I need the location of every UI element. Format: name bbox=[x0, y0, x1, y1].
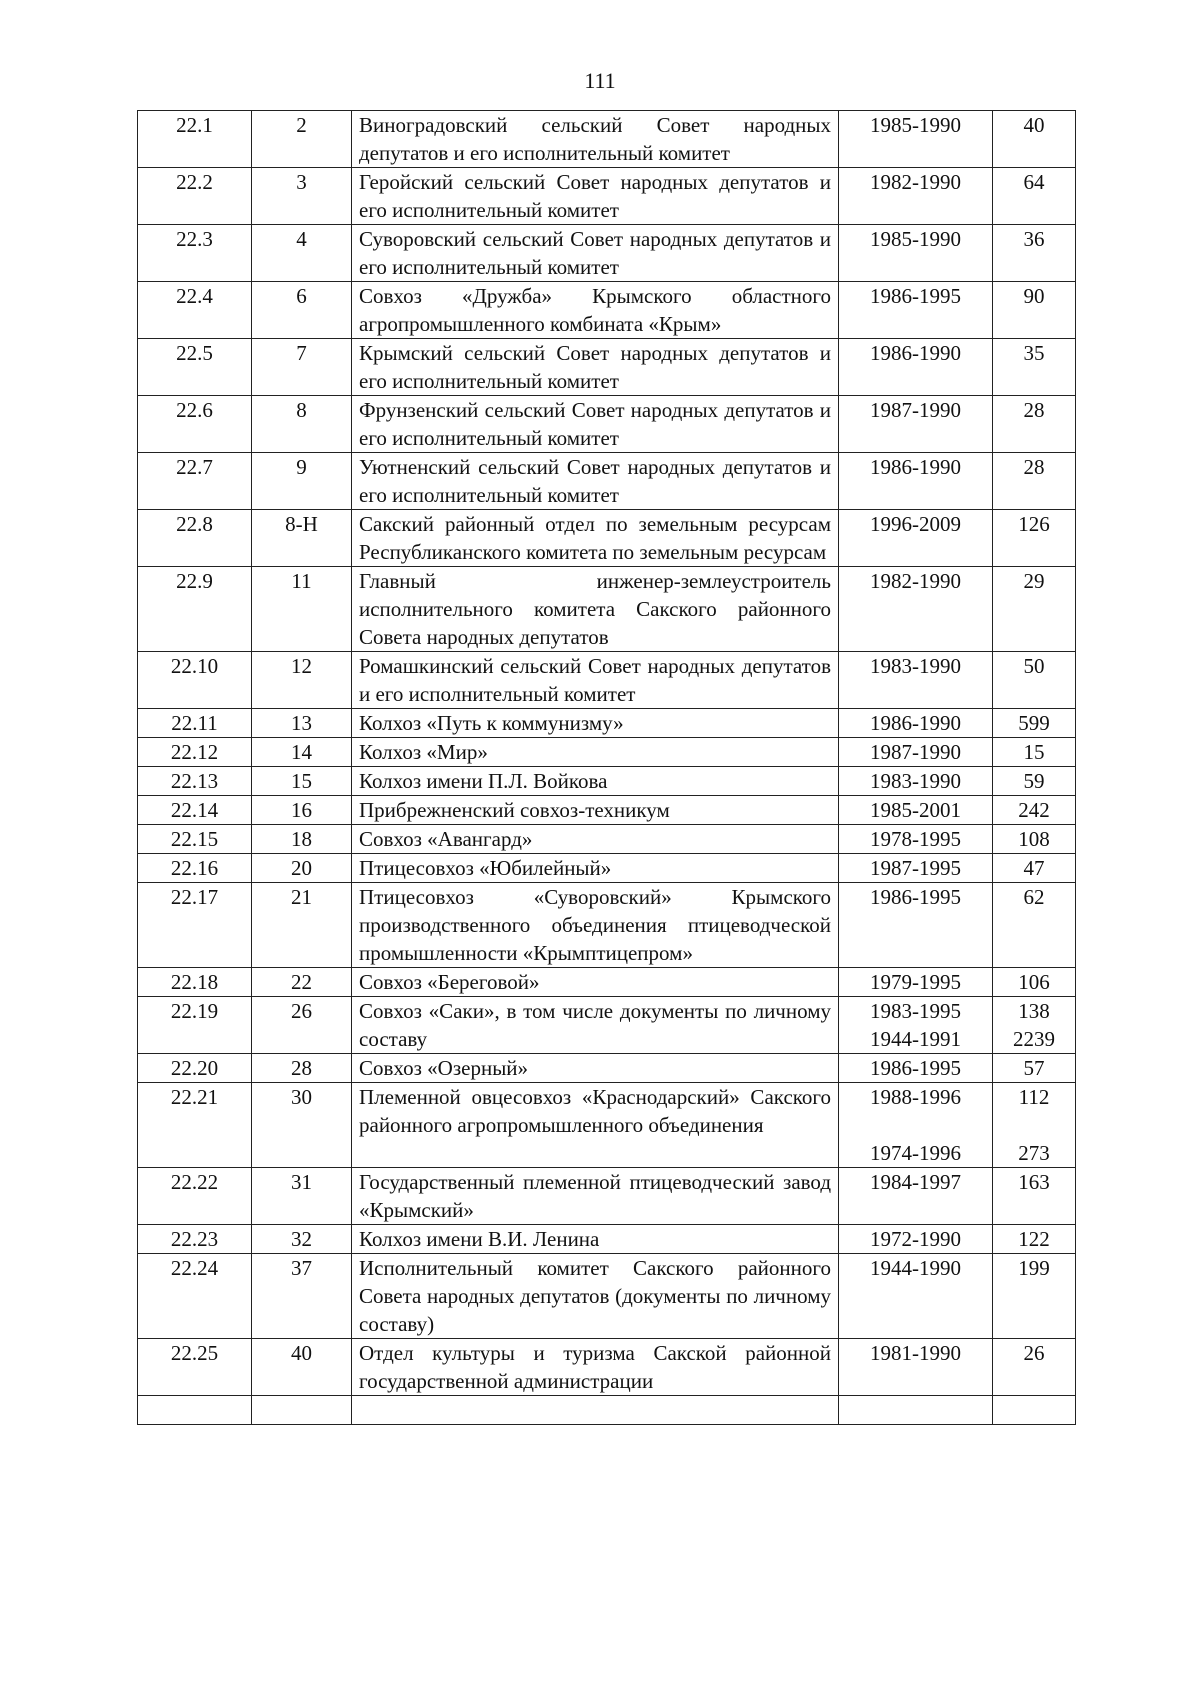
count-cell bbox=[993, 339, 1076, 396]
years-cell bbox=[839, 767, 993, 796]
count-cell bbox=[993, 1168, 1076, 1225]
fund-name-cell: Совхоз «Береговой» bbox=[352, 968, 839, 997]
years-value: 1972-1990 bbox=[870, 1227, 961, 1251]
row-index-cell: 22.15 bbox=[138, 825, 252, 854]
count-value: 64 bbox=[1023, 170, 1045, 194]
years-value bbox=[846, 1111, 985, 1139]
years-value: 1978-1995 bbox=[870, 827, 961, 851]
table-row bbox=[138, 567, 1076, 652]
years-cell bbox=[839, 968, 993, 997]
row-index-cell: 22.8 bbox=[138, 510, 252, 567]
fund-name-cell: Колхоз имени В.И. Ленина bbox=[352, 1225, 839, 1254]
count-value: 599 bbox=[1018, 711, 1050, 735]
years-cell bbox=[839, 339, 993, 396]
table-row bbox=[138, 738, 1076, 767]
years-cell bbox=[839, 282, 993, 339]
years-value: 1987-1990 bbox=[870, 740, 961, 764]
years-cell bbox=[839, 825, 993, 854]
years-cell bbox=[839, 883, 993, 968]
fund-number-cell: 22 bbox=[252, 968, 352, 997]
years-value: 1986-1995 bbox=[870, 885, 961, 909]
count-value: 28 bbox=[1023, 455, 1045, 479]
years-value: 1983-1990 bbox=[870, 769, 961, 793]
count-cell bbox=[993, 767, 1076, 796]
years-cell bbox=[839, 396, 993, 453]
fund-number-cell: 14 bbox=[252, 738, 352, 767]
years-cell bbox=[839, 1168, 993, 1225]
years-value: 1982-1990 bbox=[870, 569, 961, 593]
row-index-cell: 22.1 bbox=[138, 111, 252, 168]
count-value: 138 bbox=[1018, 999, 1050, 1023]
count-value: 199 bbox=[1018, 1256, 1050, 1280]
count-value: 36 bbox=[1023, 227, 1045, 251]
years-value: 1986-1995 bbox=[870, 1056, 961, 1080]
count-value: 242 bbox=[1018, 798, 1050, 822]
table-row bbox=[138, 1168, 1076, 1225]
count-value: 50 bbox=[1023, 654, 1045, 678]
years-cell bbox=[839, 652, 993, 709]
fund-name-cell: Совхоз «Озерный» bbox=[352, 1054, 839, 1083]
fund-number-cell: 7 bbox=[252, 339, 352, 396]
fund-name-cell: Отдел культуры и туризма Сакской районной государственной администрации bbox=[352, 1339, 839, 1396]
row-index-cell: 22.6 bbox=[138, 396, 252, 453]
count-cell bbox=[993, 453, 1076, 510]
years-cell bbox=[839, 453, 993, 510]
row-index-cell: 22.4 bbox=[138, 282, 252, 339]
count-cell bbox=[993, 225, 1076, 282]
row-index-cell: 22.5 bbox=[138, 339, 252, 396]
table-row bbox=[138, 282, 1076, 339]
years-value: 1986-1990 bbox=[870, 711, 961, 735]
table-row bbox=[138, 168, 1076, 225]
row-index-cell: 22.2 bbox=[138, 168, 252, 225]
table-row bbox=[138, 767, 1076, 796]
count-value: 26 bbox=[1023, 1341, 1045, 1365]
fund-number-cell: 9 bbox=[252, 453, 352, 510]
fund-name-cell: Исполнительный комитет Сакского районного Совета народных депутатов (документы по личному составу) bbox=[352, 1254, 839, 1339]
years-value: 1979-1995 bbox=[870, 970, 961, 994]
fund-name-cell: Колхоз «Путь к коммунизму» bbox=[352, 709, 839, 738]
count-value: 273 bbox=[1018, 1141, 1050, 1165]
row-index-cell: 22.7 bbox=[138, 453, 252, 510]
years-cell bbox=[839, 854, 993, 883]
count-value: 57 bbox=[1023, 1056, 1045, 1080]
fund-number-cell: 6 bbox=[252, 282, 352, 339]
years-cell bbox=[839, 1225, 993, 1254]
empty-cell bbox=[993, 1396, 1076, 1425]
row-index-cell: 22.3 bbox=[138, 225, 252, 282]
years-value: 1985-2001 bbox=[870, 798, 961, 822]
years-cell bbox=[839, 709, 993, 738]
years-value: 1985-1990 bbox=[870, 227, 961, 251]
row-index-cell: 22.9 bbox=[138, 567, 252, 652]
count-cell bbox=[993, 652, 1076, 709]
years-cell bbox=[839, 111, 993, 168]
row-index-cell: 22.20 bbox=[138, 1054, 252, 1083]
count-value: 59 bbox=[1023, 769, 1045, 793]
fund-name-cell: Уютненский сельский Совет народных депутатов и его исполнительный комитет bbox=[352, 453, 839, 510]
table-row bbox=[138, 1054, 1076, 1083]
fund-name-cell: Птицесовхоз «Суворовский» Крымского производственного объединения птицеводческой промышленности «Крымптицепром» bbox=[352, 883, 839, 968]
fund-number-cell: 28 bbox=[252, 1054, 352, 1083]
count-value: 40 bbox=[1023, 113, 1045, 137]
years-value: 1982-1990 bbox=[870, 170, 961, 194]
count-value: 108 bbox=[1018, 827, 1050, 851]
row-index-cell: 22.10 bbox=[138, 652, 252, 709]
fund-number-cell: 26 bbox=[252, 997, 352, 1054]
table-row bbox=[138, 1083, 1076, 1168]
table-row bbox=[138, 968, 1076, 997]
years-value: 1944-1990 bbox=[870, 1256, 961, 1280]
count-value: 112 bbox=[1018, 1085, 1050, 1109]
fund-number-cell: 8 bbox=[252, 396, 352, 453]
years-value: 1983-1990 bbox=[870, 654, 961, 678]
table-row bbox=[138, 111, 1076, 168]
count-cell bbox=[993, 168, 1076, 225]
count-cell bbox=[993, 825, 1076, 854]
fund-name-cell: Виноградовский сельский Совет народных депутатов и его исполнительный комитет bbox=[352, 111, 839, 168]
row-index-cell: 22.16 bbox=[138, 854, 252, 883]
count-cell bbox=[993, 796, 1076, 825]
fund-name-cell: Прибрежненский совхоз-техникум bbox=[352, 796, 839, 825]
years-cell bbox=[839, 738, 993, 767]
count-value: 126 bbox=[1018, 512, 1050, 536]
table-row bbox=[138, 709, 1076, 738]
years-value: 1987-1990 bbox=[870, 398, 961, 422]
row-index-cell: 22.13 bbox=[138, 767, 252, 796]
fund-number-cell: 8-Н bbox=[252, 510, 352, 567]
years-cell bbox=[839, 1254, 993, 1339]
fund-number-cell: 4 bbox=[252, 225, 352, 282]
empty-cell bbox=[252, 1396, 352, 1425]
count-cell bbox=[993, 510, 1076, 567]
years-value: 1996-2009 bbox=[870, 512, 961, 536]
count-value bbox=[1000, 1111, 1068, 1139]
fund-name-cell: Геройский сельский Совет народных депутатов и его исполнительный комитет bbox=[352, 168, 839, 225]
years-value: 1984-1997 bbox=[870, 1170, 961, 1194]
row-index-cell: 22.17 bbox=[138, 883, 252, 968]
count-value: 47 bbox=[1023, 856, 1045, 880]
table-row bbox=[138, 854, 1076, 883]
fund-number-cell: 12 bbox=[252, 652, 352, 709]
fund-name-cell: Птицесовхоз «Юбилейный» bbox=[352, 854, 839, 883]
fund-name-cell: Совхоз «Дружба» Крымского областного агропромышленного комбината «Крым» bbox=[352, 282, 839, 339]
count-cell bbox=[993, 396, 1076, 453]
count-value: 90 bbox=[1023, 284, 1045, 308]
count-cell bbox=[993, 111, 1076, 168]
row-index-cell: 22.11 bbox=[138, 709, 252, 738]
page-number: 111 bbox=[584, 68, 616, 93]
count-cell bbox=[993, 1083, 1076, 1168]
table-row bbox=[138, 396, 1076, 453]
row-index-cell: 22.22 bbox=[138, 1168, 252, 1225]
years-cell bbox=[839, 1339, 993, 1396]
archive-funds-table bbox=[137, 110, 1076, 1425]
count-cell bbox=[993, 968, 1076, 997]
fund-number-cell: 16 bbox=[252, 796, 352, 825]
years-cell bbox=[839, 796, 993, 825]
count-value: 29 bbox=[1023, 569, 1045, 593]
years-value: 1987-1995 bbox=[870, 856, 961, 880]
count-cell bbox=[993, 1254, 1076, 1339]
fund-name-cell: Крымский сельский Совет народных депутатов и его исполнительный комитет bbox=[352, 339, 839, 396]
count-value: 163 bbox=[1018, 1170, 1050, 1194]
fund-number-cell: 15 bbox=[252, 767, 352, 796]
table-row bbox=[138, 1225, 1076, 1254]
fund-number-cell: 32 bbox=[252, 1225, 352, 1254]
table-row bbox=[138, 1254, 1076, 1339]
fund-name-cell: Суворовский сельский Совет народных депутатов и его исполнительный комитет bbox=[352, 225, 839, 282]
fund-number-cell: 3 bbox=[252, 168, 352, 225]
fund-name-cell: Сакский районный отдел по земельным ресурсам Республиканского комитета по земельным ресурсам bbox=[352, 510, 839, 567]
years-value: 1986-1990 bbox=[870, 455, 961, 479]
row-index-cell: 22.24 bbox=[138, 1254, 252, 1339]
fund-number-cell: 2 bbox=[252, 111, 352, 168]
years-cell bbox=[839, 510, 993, 567]
count-cell bbox=[993, 883, 1076, 968]
count-cell bbox=[993, 1054, 1076, 1083]
fund-name-cell: Совхоз «Авангард» bbox=[352, 825, 839, 854]
fund-number-cell: 37 bbox=[252, 1254, 352, 1339]
fund-name-cell: Государственный племенной птицеводческий завод «Крымский» bbox=[352, 1168, 839, 1225]
table-row bbox=[138, 796, 1076, 825]
row-index-cell: 22.18 bbox=[138, 968, 252, 997]
count-cell bbox=[993, 1339, 1076, 1396]
fund-number-cell: 30 bbox=[252, 1083, 352, 1168]
table-row bbox=[138, 225, 1076, 282]
row-index-cell: 22.19 bbox=[138, 997, 252, 1054]
fund-name-cell: Ромашкинский сельский Совет народных депутатов и его исполнительный комитет bbox=[352, 652, 839, 709]
table-row bbox=[138, 652, 1076, 709]
count-cell bbox=[993, 282, 1076, 339]
years-cell bbox=[839, 997, 993, 1054]
fund-name-cell: Совхоз «Саки», в том числе документы по личному составу bbox=[352, 997, 839, 1054]
row-index-cell: 22.21 bbox=[138, 1083, 252, 1168]
years-cell bbox=[839, 225, 993, 282]
fund-name-cell: Фрунзенский сельский Совет народных депутатов и его исполнительный комитет bbox=[352, 396, 839, 453]
fund-number-cell: 13 bbox=[252, 709, 352, 738]
years-value: 1981-1990 bbox=[870, 1341, 961, 1365]
count-cell bbox=[993, 1225, 1076, 1254]
years-value: 1983-1995 bbox=[870, 999, 961, 1023]
table-row bbox=[138, 339, 1076, 396]
fund-number-cell: 31 bbox=[252, 1168, 352, 1225]
fund-number-cell: 18 bbox=[252, 825, 352, 854]
fund-number-cell: 40 bbox=[252, 1339, 352, 1396]
years-value: 1944-1991 bbox=[870, 1027, 961, 1051]
table-row bbox=[138, 510, 1076, 567]
table-row bbox=[138, 997, 1076, 1054]
count-value: 62 bbox=[1023, 885, 1045, 909]
years-cell bbox=[839, 1083, 993, 1168]
fund-number-cell: 11 bbox=[252, 567, 352, 652]
count-value: 28 bbox=[1023, 398, 1045, 422]
years-cell bbox=[839, 1054, 993, 1083]
fund-number-cell: 21 bbox=[252, 883, 352, 968]
table-row bbox=[138, 883, 1076, 968]
years-value: 1986-1995 bbox=[870, 284, 961, 308]
row-index-cell: 22.25 bbox=[138, 1339, 252, 1396]
table-row bbox=[138, 453, 1076, 510]
years-cell bbox=[839, 567, 993, 652]
table-trailing-space bbox=[138, 1396, 1076, 1425]
years-value: 1986-1990 bbox=[870, 341, 961, 365]
count-cell bbox=[993, 854, 1076, 883]
fund-name-cell: Племенной овцесовхоз «Краснодарский» Сакского районного агропромышленного объединения bbox=[352, 1083, 839, 1168]
count-value: 106 bbox=[1018, 970, 1050, 994]
fund-name-cell: Колхоз «Мир» bbox=[352, 738, 839, 767]
count-value: 2239 bbox=[1013, 1027, 1055, 1051]
row-index-cell: 22.14 bbox=[138, 796, 252, 825]
table-body bbox=[138, 111, 1076, 1425]
fund-name-cell: Колхоз имени П.Л. Войкова bbox=[352, 767, 839, 796]
row-index-cell: 22.12 bbox=[138, 738, 252, 767]
count-cell bbox=[993, 709, 1076, 738]
years-cell bbox=[839, 168, 993, 225]
years-value: 1985-1990 bbox=[870, 113, 961, 137]
table-row bbox=[138, 1339, 1076, 1396]
count-cell bbox=[993, 738, 1076, 767]
count-cell bbox=[993, 997, 1076, 1054]
empty-cell bbox=[138, 1396, 252, 1425]
count-value: 122 bbox=[1018, 1227, 1050, 1251]
row-index-cell: 22.23 bbox=[138, 1225, 252, 1254]
years-value: 1988-1996 bbox=[870, 1085, 961, 1109]
count-value: 15 bbox=[1023, 740, 1045, 764]
fund-number-cell: 20 bbox=[252, 854, 352, 883]
empty-cell bbox=[352, 1396, 839, 1425]
empty-cell bbox=[839, 1396, 993, 1425]
years-value: 1974-1996 bbox=[870, 1141, 961, 1165]
table-row bbox=[138, 825, 1076, 854]
fund-name-cell: Главный инженер-землеустроитель исполнительного комитета Сакского районного Совета народных депутатов bbox=[352, 567, 839, 652]
count-value: 35 bbox=[1023, 341, 1045, 365]
count-cell bbox=[993, 567, 1076, 652]
